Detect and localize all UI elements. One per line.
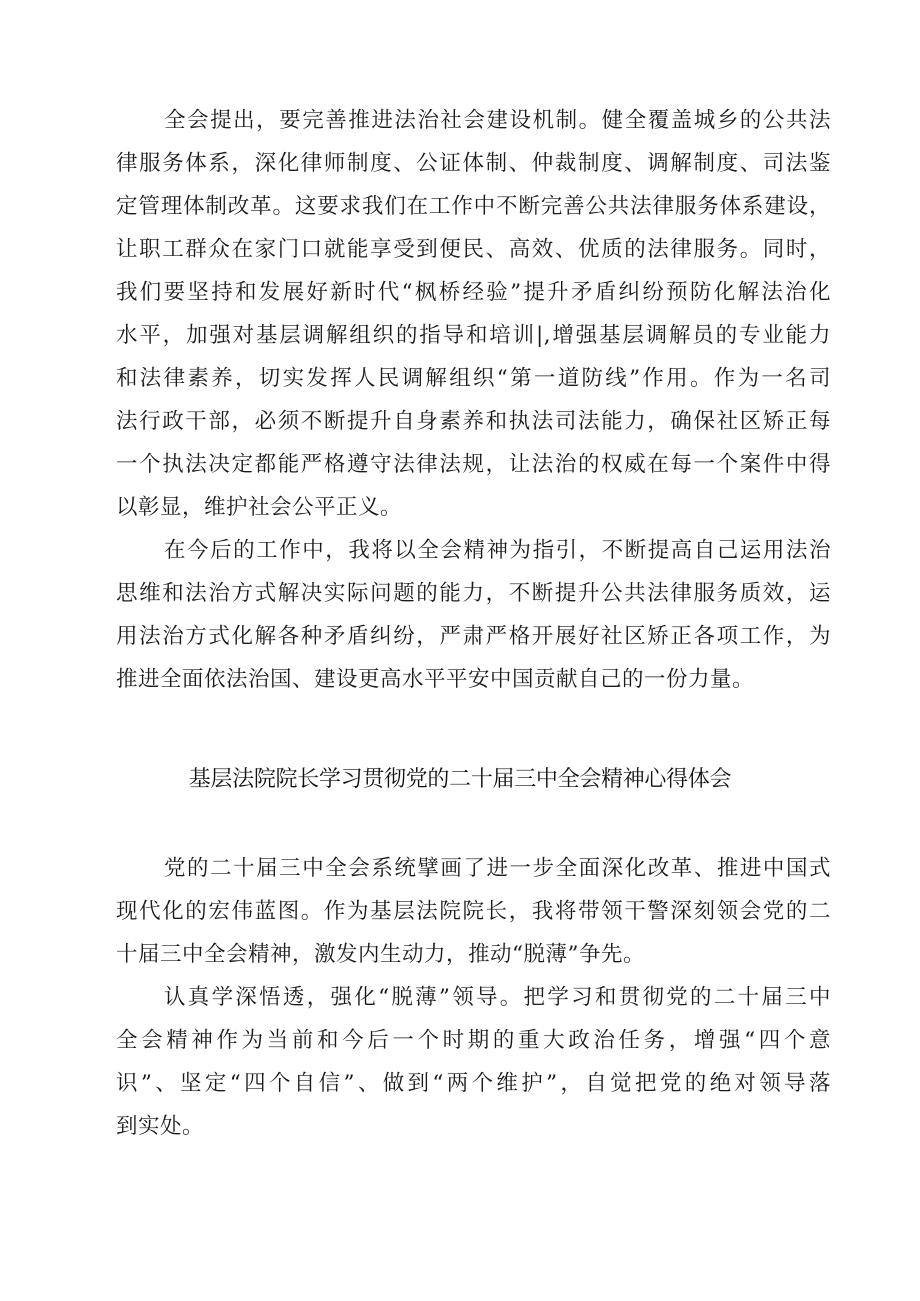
text-line: 思维和法治方式解决实际问题的能力，不断提升公共法律服务质效，运 (116, 581, 831, 606)
text-line: 推进全面依法治国、建设更高水平平安中国贡献自己的一份力量。 (116, 667, 755, 692)
text-line: 定管理体制改革。这要求我们在工作中不断完善公共法律服务体系建设， (116, 194, 831, 219)
text-line: 用法治方式化解各种矛盾纠纷，严肃严格开展好社区矫正各项工作，为 (116, 624, 831, 649)
section-heading: 基层法院院长学习贯彻党的二十届三中全会精神心得体会 (188, 767, 732, 792)
text-line: 现代化的宏伟蓝图。作为基层法院院长，我将带领干警深刻领会党的二 (116, 899, 831, 924)
text-line: 法行政干部，必须不断提升自身素养和执法司法能力，确保社区矫正每 (116, 409, 831, 434)
text-line: 全会精神作为当前和今后一个时期的重大政治任务，增强“四个意 (116, 1028, 831, 1053)
text-line: 党的二十届三中全会系统擘画了进一步全面深化改革、推进中国式 (164, 856, 831, 881)
text-line: 认真学深悟透，强化“脱薄”领导。把学习和贯彻党的二十届三中 (164, 985, 831, 1010)
text-line: 识”、坚定“四个自信”、做到“两个维护”，自觉把党的绝对领导落 (116, 1071, 831, 1096)
text-line: 律服务体系，深化律师制度、公证体制、仲裁制度、调解制度、司法鉴 (116, 151, 831, 176)
text-line: 到实处。 (116, 1114, 205, 1139)
text-line: 全会提出，要完善推进法治社会建设机制。健全覆盖城乡的公共法 (164, 108, 831, 133)
text-line: 在今后的工作中，我将以全会精神为指引，不断提高自己运用法治 (164, 538, 831, 563)
text-line: 我们要坚持和发展好新时代“枫桥经验”提升矛盾纠纷预防化解法治化 (116, 280, 831, 305)
text-line: 水平，加强对基层调解组织的指导和培训|,增强基层调解员的专业能力 (116, 323, 831, 348)
text-line: 十届三中全会精神，激发内生动力，推动“脱薄”争先。 (116, 942, 645, 967)
text-line: 和法律素养，切实发挥人民调解组织“第一道防线”作用。作为一名司 (116, 366, 831, 391)
text-line: 一个执法决定都能严格遵守法律法规，让法治的权威在每一个案件中得 (116, 452, 831, 477)
text-line: 以彰显，维护社会公平正义。 (116, 495, 403, 520)
text-line: 让职工群众在家门口就能享受到便民、高效、优质的法律服务。同时， (116, 237, 831, 262)
